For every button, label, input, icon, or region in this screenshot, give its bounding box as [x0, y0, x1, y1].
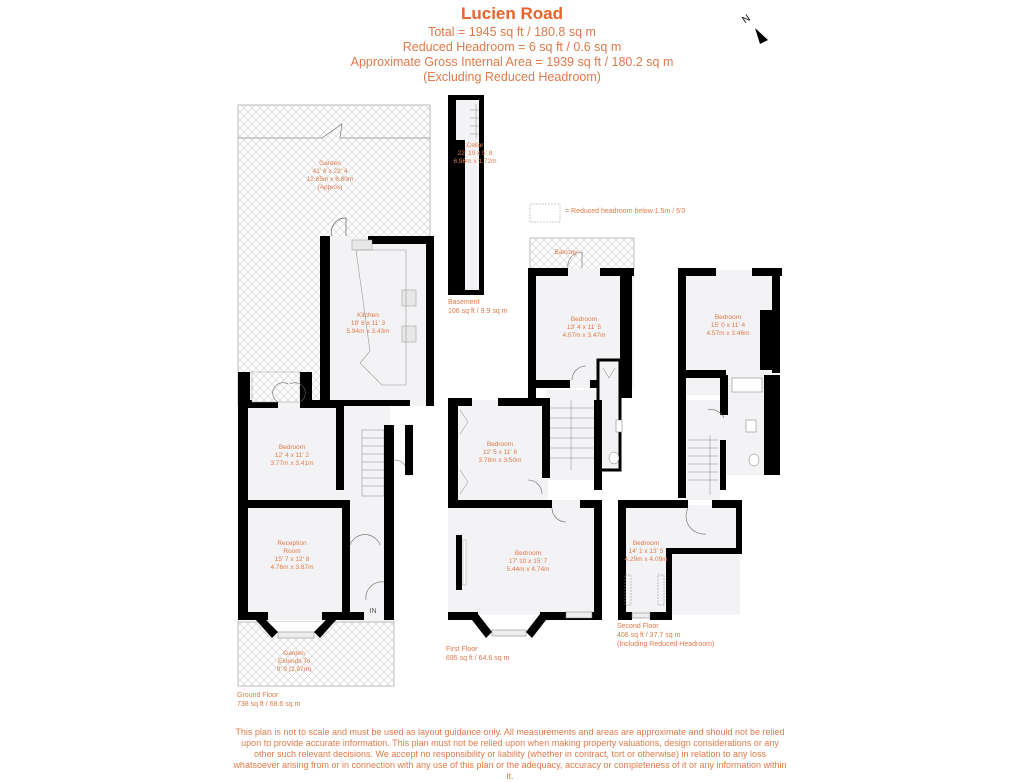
basement-label: Basement 106 sq ft / 9.9 sq m — [448, 299, 508, 315]
room-label-first-bedroom-middle: Bedroom 12' 5 x 11' 6 3.78m x 3.50m — [478, 441, 522, 464]
total-area: Total = 1945 sq ft / 180.8 sq m — [428, 25, 596, 39]
room-label-front-garden: Garden Extends To 9' 9 (2.97m) — [276, 650, 312, 673]
disclaimer: This plan is not to scale and must be used as layout guidance only. All measurements and areas are approximate and should not be relied upon to provide accurate information. This plan must not be relied upon when making property valuations, design considerations or any other such relevant decisions. We accept no responsibility or liability (whether in contract, tort or otherwise) in relation to any loss whatsoever arising from or in connection with any use of this plan or the adequacy, accuracy or completeness of it or any information within it. — [233, 727, 787, 781]
legend-label: = Reduced headroom below 1.5m / 5'0 — [565, 208, 686, 215]
ground-floor-label: Ground Floor 738 sq ft / 68.6 sq m — [237, 692, 301, 708]
room-label-kitchen: Kitchen 19' 6 x 11' 3 5.94m x 3.43m — [346, 312, 390, 335]
second-floor-label: Second Floor 406 sq ft / 37.7 sq m (Including Reduced Headroom) — [617, 623, 715, 648]
room-label-ground-bedroom: Bedroom 12' 4 x 11' 2 3.77m x 3.41m — [270, 444, 314, 467]
first-floor-label: First Floor 695 sq ft / 64.6 sq m — [446, 646, 510, 662]
room-label-cellar: Cellar 22' 10 x 5' 8 6.96m x 1.72m — [453, 142, 497, 165]
room-label-first-bedroom-rear: Bedroom 13' 4 x 11' 5 4.07m x 3.47m — [562, 316, 606, 339]
room-label-balcony: Balcony — [554, 249, 578, 256]
room-label-first-bedroom-front: Bedroom 17' 10 x 15' 7 5.44m x 4.74m — [506, 550, 550, 573]
room-label-second-bedroom-front: Bedroom 14' 1 x 13' 5 4.29m x 4.09m — [624, 540, 668, 563]
room-label-garden-rear: Garden 41' 6 x 22' 4 12.65m x 6.80m (Approx) — [306, 160, 354, 191]
ground-floor-plan — [238, 105, 434, 686]
svg-text:N: N — [740, 12, 753, 27]
room-label-reception: Reception Room 15' 7 x 12' 8 4.76m x 3.87m — [270, 540, 314, 571]
entrance-label: IN — [369, 608, 377, 615]
reduced-headroom-area: Reduced Headroom = 6 sq ft / 0.6 sq m — [402, 40, 622, 54]
basement-plan — [448, 95, 484, 295]
property-title: Lucien Road — [460, 4, 563, 23]
excluding-note: (Excluding Reduced Headroom) — [423, 70, 601, 84]
room-label-second-bedroom-rear: Bedroom 15' 0 x 11' 4 4.57m x 3.46m — [706, 314, 750, 337]
legend-swatch — [530, 204, 560, 222]
gross-internal-area: Approximate Gross Internal Area = 1939 sq ft / 180.2 sq m — [350, 55, 674, 69]
north-arrow-icon — [740, 13, 768, 44]
